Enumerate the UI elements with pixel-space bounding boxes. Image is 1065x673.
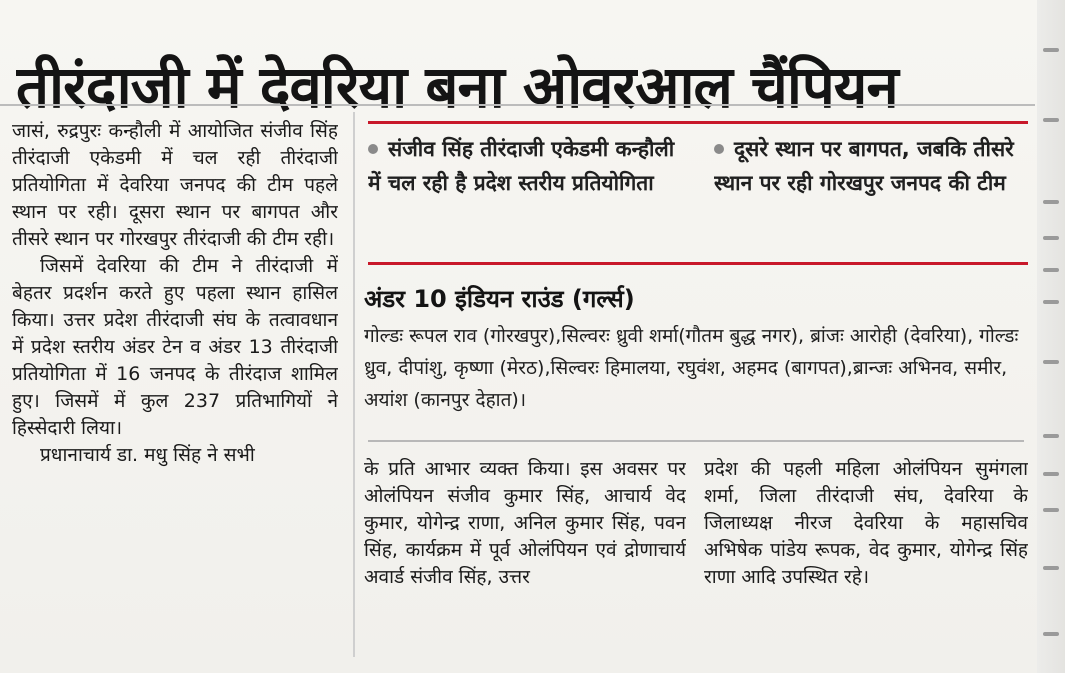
article-column-2 [364, 456, 686, 664]
results-box [364, 282, 1030, 430]
text-fragment [1043, 118, 1059, 122]
bullet-icon [714, 144, 724, 154]
column2-text: के प्रति आभार व्यक्त किया। इस अवसर पर ओलंपियन संजीव कुमार सिंह, आचार्य वेद कुमार, योगेन्द्र राणा, अनिल कुमार सिंह, पवन सिंह, कार्यक्रम में पूर्व ओलंपियन एवं द्रोणाचार्य अवार्ड संजीव सिंह, उत्तर [364, 458, 686, 588]
text-fragment [1043, 48, 1059, 52]
text-fragment [1043, 508, 1059, 512]
text-fragment [1043, 200, 1059, 204]
column1-paragraph-3: प्रधानाचार्य डा. मधु सिंह ने सभी [40, 444, 255, 466]
highlight-rule-bottom [368, 262, 1028, 265]
column1-paragraph-1: जासं, रुद्रपुरः कन्हौली में आयोजित संजीव सिंह तीरंदाजी एकेडमी में चल रही तीरंदाजी प्रतियोगिता में देवरिया जनपद की टीम पहले स्थान पर रही। दूसरा स्थान पर बागपत और तीसरे स्थान पर गोरखपुर तीरंदाजी की टीम रही। [12, 120, 338, 250]
results-text: गोल्डः रूपल राव (गोरखपुर),सिल्वरः ध्रुवी शर्मा(गौतम बुद्ध नगर), ब्रांजः आरोही (देवरिया), गोल्डः ध्रुव, दीपांशु, कृष्णा (मेरठ),सिल्वरः हिमालया, रघुवंश, अहमद (बागपत),ब्रान्जः अभिनव, समीर, अयांश (कानपुर देहात)। [364, 325, 1019, 411]
headline-divider [0, 104, 1035, 106]
column-divider [353, 112, 355, 657]
text-fragment [1043, 632, 1059, 636]
text-fragment [1043, 472, 1059, 476]
text-fragment [1043, 268, 1059, 272]
highlight-right [714, 132, 1024, 244]
results-divider [368, 440, 1024, 442]
text-fragment [1043, 360, 1059, 364]
highlight-right-text: दूसरे स्थान पर बागपत, जबकि तीसरे स्थान पर रही गोरखपुर जनपद की टीम [714, 137, 1014, 195]
text-fragment [1043, 434, 1059, 438]
highlight-left-text: संजीव सिंह तीरंदाजी एकेडमी कन्हौली में चल रही है प्रदेश स्तरीय प्रतियोगिता [368, 137, 675, 195]
article-column-1 [12, 118, 338, 666]
text-fragment [1043, 300, 1059, 304]
column3-text: प्रदेश की पहली महिला ओलंपियन सुमंगला शर्मा, जिला तीरंदाजी संघ, देवरिया के जिलाध्यक्ष नीरज देवरिया के महासचिव अभिषेक पांडेय रूपक, वेद कुमार, योगेन्द्र सिंह राणा आदि उपस्थित रहे। [704, 458, 1028, 588]
article-column-3 [704, 456, 1028, 664]
text-fragment [1043, 236, 1059, 240]
highlight-left [368, 132, 688, 244]
bullet-icon [368, 144, 378, 154]
text-fragment [1043, 566, 1059, 570]
headline: तीरंदाजी में देवरिया बना ओवरआल चैंपियन [16, 52, 898, 121]
column1-paragraph-2: जिसमें देवरिया की टीम ने तीरंदाजी में बेहतर प्रदर्शन करते हुए पहला स्थान हासिल किया। उत्तर प्रदेश तीरंदाजी संघ के तत्वावधान में प्रदेश स्तरीय अंडर टेन व अंडर 13 तीरंदाजी प्रतियोगिता में 16 जनपद के तीरंदाज शामिल हुए। जिसमें में कुल 237 प्रतिभागियों ने हिस्सेदारी लिया। [12, 255, 338, 439]
results-subhead: अंडर 10 इंडियन राउंड (गर्ल्स) [364, 285, 635, 313]
highlight-rule-top [368, 121, 1028, 124]
adjacent-article-edge [1037, 0, 1065, 673]
